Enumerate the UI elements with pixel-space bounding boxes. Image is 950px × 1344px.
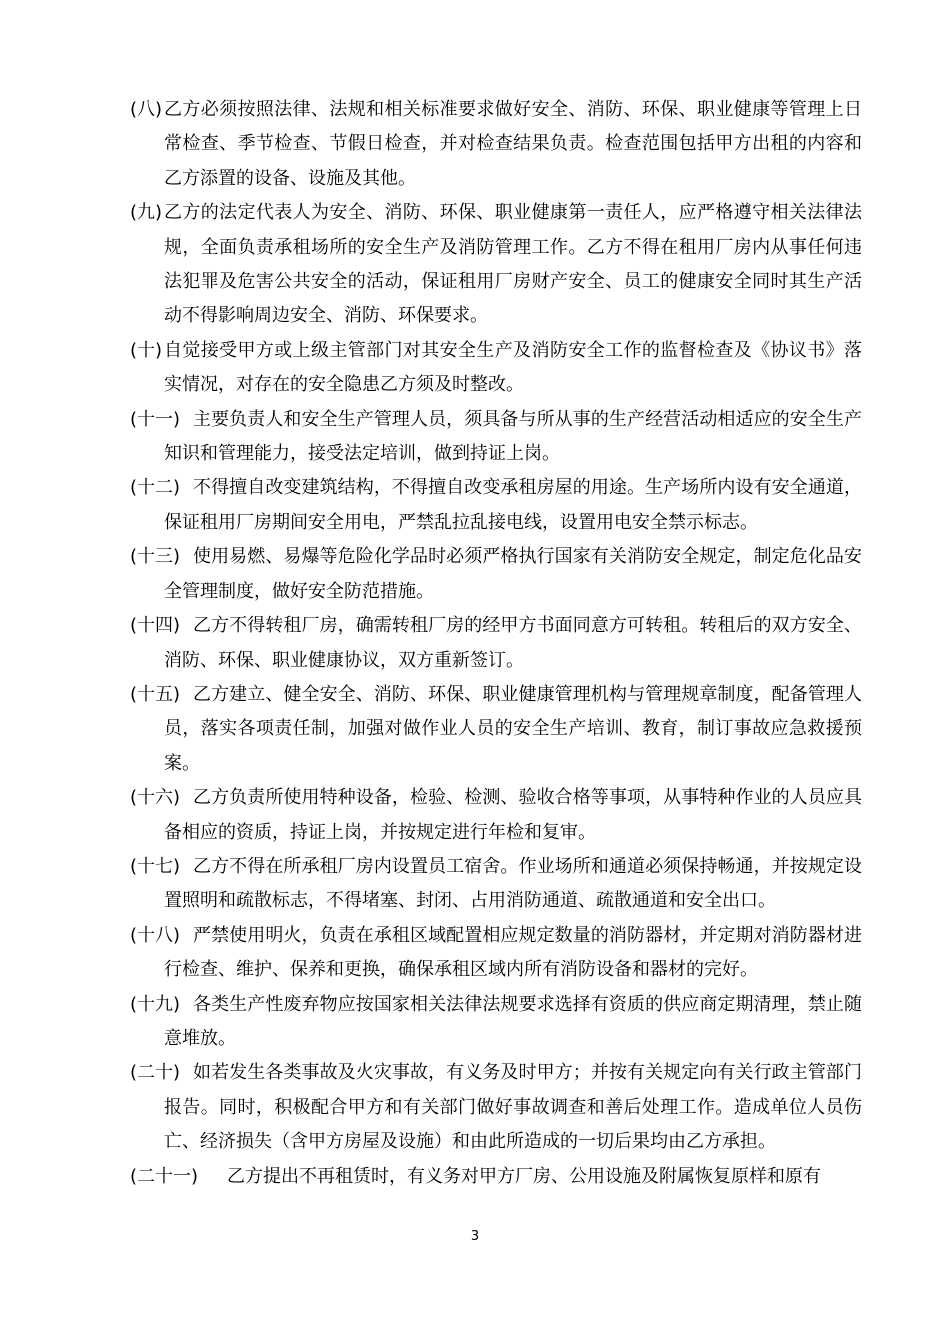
clause-17 (130, 850, 862, 919)
clause-label: (二十) (130, 1062, 181, 1084)
clause-text: 如若发生各类事故及火灾事故，有义务及时甲方；并按有关规定向有关行政主管部门报告。同时，积极配合甲方和有关部门做好事故调查和善后处理工作。造成单位人员伤亡、经济损失（含甲方房屋及设施）和由此所造成的一切后果均由乙方承担。 (164, 1062, 862, 1153)
clause-label: (十四) (130, 615, 181, 637)
clause-text: 严禁使用明火，负责在承租区域配置相应规定数量的消防器材，并定期对消防器材进行检查、维护、保养和更换，确保承租区域内所有消防设备和器材的完好。 (164, 924, 862, 981)
clause-20 (130, 1056, 862, 1159)
clause-11 (130, 403, 862, 472)
clause-19 (130, 988, 862, 1057)
clause-label: (十二) (130, 477, 181, 499)
clause-label: (十六) (130, 787, 181, 809)
clause-9 (130, 196, 862, 334)
clause-label: (十九) (130, 993, 181, 1015)
clause-21 (130, 1160, 862, 1194)
clause-label: (十七) (130, 855, 181, 877)
clause-text: 乙方不得转租厂房，确需转租厂房的经甲方书面同意方可转租。转租后的双方安全、消防、环保、职业健康协议，双方重新签订。 (164, 615, 862, 671)
clause-list (130, 93, 862, 1194)
clause-label: (十三) (130, 546, 181, 568)
clause-8 (130, 93, 862, 196)
clause-text: 乙方提出不再租赁时，有义务对甲方厂房、公用设施及附属恢复原样和原有 (227, 1165, 821, 1187)
clause-text: 乙方必须按照法律、法规和相关标准要求做好安全、消防、环保、职业健康等管理上日常检查、季节检查、节假日检查，并对检查结果负责。检查范围包括甲方出租的内容和乙方添置的设备、设施及其他。 (164, 99, 862, 189)
clause-text: 乙方负责所使用特种设备，检验、检测、验收合格等事项，从事特种作业的人员应具备相应的资质，持证上岗，并按规定进行年检和复审。 (164, 787, 862, 843)
clause-text: 自觉接受甲方或上级主管部门对其安全生产及消防安全工作的监督检查及《协议书》落实情况，对存在的安全隐患乙方须及时整改。 (164, 339, 862, 396)
clause-label: (九) (130, 202, 163, 224)
clause-text: 主要负责人和安全生产管理人员，须具备与所从事的生产经营活动相适应的安全生产知识和管理能力，接受法定培训，做到持证上岗。 (164, 408, 862, 465)
clause-text: 乙方的法定代表人为安全、消防、环保、职业健康第一责任人，应严格遵守相关法律法规，全面负责承租场所的安全生产及消防管理工作。乙方不得在租用厂房内从事任何违法犯罪及危害公共安全的活动，保证租用厂房财产安全、员工的健康安全同时其生产活动不得影响周边安全、消防、环保要求。 (164, 202, 862, 327)
clause-label: (十八) (130, 924, 181, 946)
clause-text: 不得擅自改变建筑结构，不得擅自改变承租房屋的用途。生产场所内设有安全通道，保证租用厂房期间安全用电，严禁乱拉乱接电线，设置用电安全禁示标志。 (164, 477, 862, 533)
clause-12 (130, 471, 862, 540)
clause-text: 各类生产性废弃物应按国家相关法律法规要求选择有资质的供应商定期清理，禁止随意堆放。 (164, 993, 862, 1049)
clause-10 (130, 334, 862, 403)
clause-13 (130, 540, 862, 609)
clause-text: 乙方不得在所承租厂房内设置员工宿舍。作业场所和通道必须保持畅通，并按规定设置照明和疏散标志，不得堵塞、封闭、占用消防通道、疏散通道和安全出口。 (164, 855, 862, 912)
page-number: 3 (470, 1229, 480, 1244)
clause-18 (130, 919, 862, 988)
clause-text: 乙方建立、健全安全、消防、环保、职业健康管理机构与管理规章制度，配备管理人员，落实各项责任制，加强对做作业人员的安全生产培训、教育，制订事故应急救援预案。 (164, 683, 862, 774)
clause-label: (十) (130, 339, 163, 361)
clause-label: (十五) (130, 683, 181, 705)
clause-label: (十一) (130, 408, 181, 430)
clause-15 (130, 678, 862, 781)
clause-label: (二十一) (130, 1165, 199, 1187)
clause-16 (130, 781, 862, 850)
clause-text: 使用易燃、易爆等危险化学品时必须严格执行国家有关消防安全规定，制定危化品安全管理制度，做好安全防范措施。 (164, 546, 862, 602)
clause-14 (130, 609, 862, 678)
clause-label: (八) (130, 99, 163, 120)
